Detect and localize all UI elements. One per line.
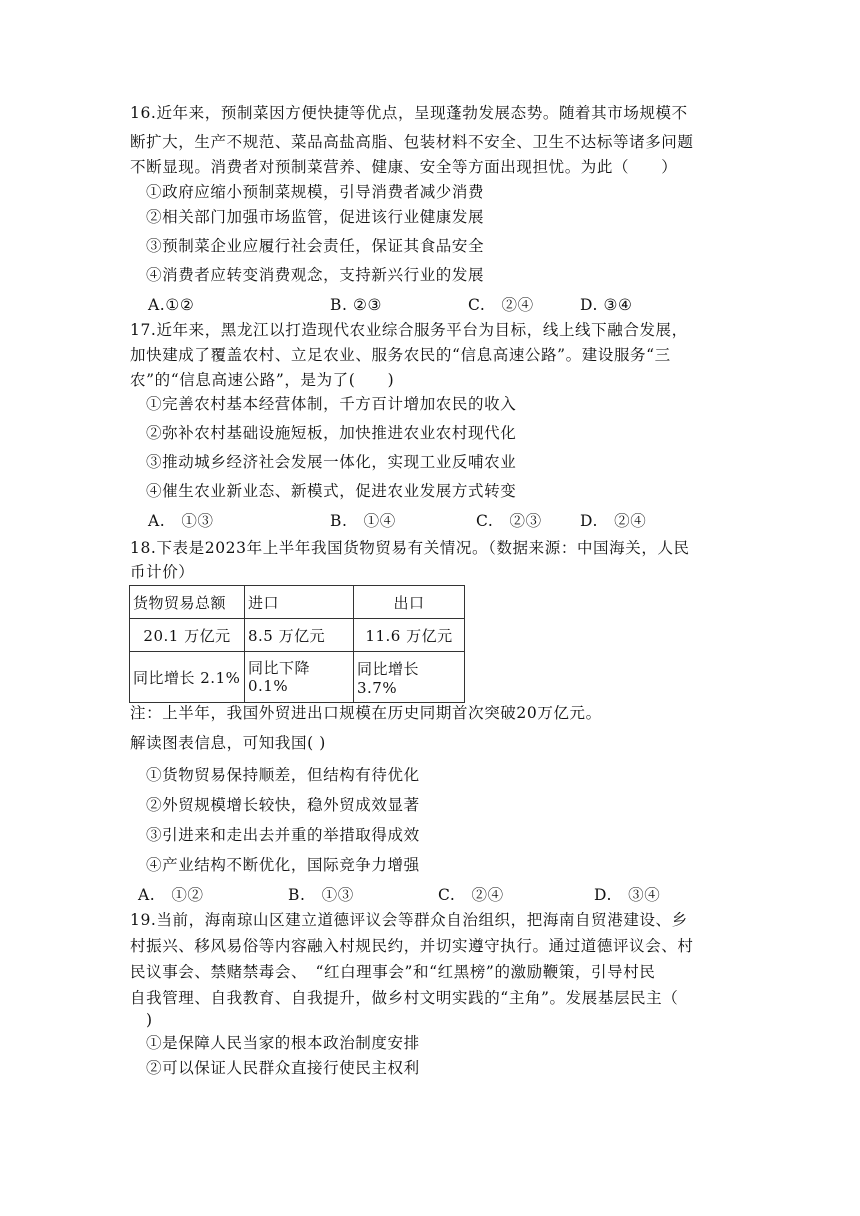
trade-table <box>129 585 465 703</box>
q17-option-4: ④催生农业新业态、新模式，促进农业发展方式转变 <box>146 482 517 500</box>
q19-stem-line-4: 自我管理、自我教育、自我提升，做乡村文明实践的“主角”。发展基层民主（ <box>130 989 679 1007</box>
table-cell-export-change: 同比增长 3.7% <box>354 652 465 703</box>
q19-stem-line-3: 民议事会、禁赌禁毒会、 “红白理事会”和“红黑榜”的激励鞭策，引导村民 <box>130 963 656 981</box>
q17-stem-line-1: 17.近年来，黑龙江以打造现代农业综合服务平台为目标，线上线下融合发展， <box>130 321 688 339</box>
q16-answer-a[interactable]: A.①② <box>148 296 195 314</box>
q17-option-2: ②弥补农村基础设施短板，加快推进农业农村现代化 <box>146 424 517 442</box>
table-header-export: 出口 <box>354 586 465 619</box>
table-cell-import-value: 8.5 万亿元 <box>245 619 354 652</box>
table-row <box>130 586 465 619</box>
table-header-total: 货物贸易总额 <box>130 586 245 619</box>
q18-answer-d[interactable]: D. ③④ <box>594 886 661 904</box>
q17-option-3: ③推动城乡经济社会发展一体化，实现工业反哺农业 <box>146 453 517 471</box>
q17-answer-c[interactable]: C. ②③ <box>476 512 542 530</box>
table-cell-total-value: 20.1 万亿元 <box>130 619 245 652</box>
q16-answer-b[interactable]: B. ②③ <box>330 296 383 314</box>
q18-prompt: 解读图表信息，可知我国( ) <box>130 734 326 752</box>
q18-answer-a[interactable]: A. ①② <box>138 886 204 904</box>
q19-option-2: ②可以保证人民群众直接行使民主权利 <box>146 1059 420 1077</box>
q18-option-3: ③引进来和走出去并重的举措取得成效 <box>146 826 420 844</box>
table-cell-total-change: 同比增长 2.1% <box>130 652 245 703</box>
q18-answer-b[interactable]: B. ①③ <box>288 886 354 904</box>
q16-option-2: ②相关部门加强市场监管，促进该行业健康发展 <box>146 208 485 226</box>
q18-note: 注：上半年，我国外贸进出口规模在历史同期首次突破20万亿元。 <box>130 704 602 722</box>
q17-answer-a[interactable]: A. ①③ <box>148 512 214 530</box>
q18-stem-line-2: 币计价） <box>130 563 195 581</box>
table-row <box>130 652 465 703</box>
table-cell-import-change: 同比下降 0.1% <box>245 652 354 703</box>
q19-option-1: ①是保障人民当家的根本政治制度安排 <box>146 1034 420 1052</box>
q19-stem-line-5: ) <box>146 1011 153 1029</box>
q17-stem-line-2: 加快建成了覆盖农村、立足农业、服务农民的“信息高速公路”。建设服务“三 <box>130 346 671 364</box>
q19-stem-line-1: 19.当前，海南琼山区建立道德评议会等群众自治组织，把海南自贸港建设、乡 <box>130 911 688 929</box>
q16-stem-line-3: 不断显现。消费者对预制菜营养、健康、安全等方面出现担忧。为此（ ） <box>130 158 678 176</box>
q16-option-3: ③预制菜企业应履行社会责任，保证其食品安全 <box>146 237 485 255</box>
q16-answer-d[interactable]: D. ③④ <box>580 296 633 314</box>
q17-option-1: ①完善农村基本经营体制，千方百计增加农民的收入 <box>146 395 517 413</box>
q19-stem-line-2: 村振兴、移风易俗等内容融入村规民约，并切实遵守执行。通过道德评议会、村 <box>130 937 694 955</box>
q18-option-2: ②外贸规模增长较快，稳外贸成效显著 <box>146 796 420 814</box>
table-cell-export-value: 11.6 万亿元 <box>354 619 465 652</box>
q16-stem-line-1: 16.近年来，预制菜因方便快捷等优点，呈现蓬勃发展态势。随着其市场规模不 <box>130 104 688 122</box>
table-row <box>130 619 465 652</box>
q17-stem-line-3: 农”的“信息高速公路”，是为了( ) <box>130 371 395 389</box>
q18-option-4: ④产业结构不断优化，国际竞争力增强 <box>146 856 420 874</box>
q18-answer-c[interactable]: C. ②④ <box>438 886 504 904</box>
q16-answer-c[interactable]: C. ②④ <box>468 296 534 314</box>
q16-option-1: ①政府应缩小预制菜规模，引导消费者减少消费 <box>146 183 485 201</box>
q17-answer-d[interactable]: D. ②④ <box>580 512 647 530</box>
q16-option-4: ④消费者应转变消费观念，支持新兴行业的发展 <box>146 266 485 284</box>
q16-stem-line-2: 断扩大，生产不规范、菜品高盐高脂、包装材料不安全、卫生不达标等诸多问题 <box>130 133 694 151</box>
q17-answer-b[interactable]: B. ①④ <box>330 512 396 530</box>
q18-option-1: ①货物贸易保持顺差，但结构有待优化 <box>146 766 420 784</box>
table-header-import: 进口 <box>245 586 354 619</box>
q18-stem-line-1: 18.下表是2023年上半年我国货物贸易有关情况。（数据来源：中国海关，人民 <box>130 539 690 557</box>
